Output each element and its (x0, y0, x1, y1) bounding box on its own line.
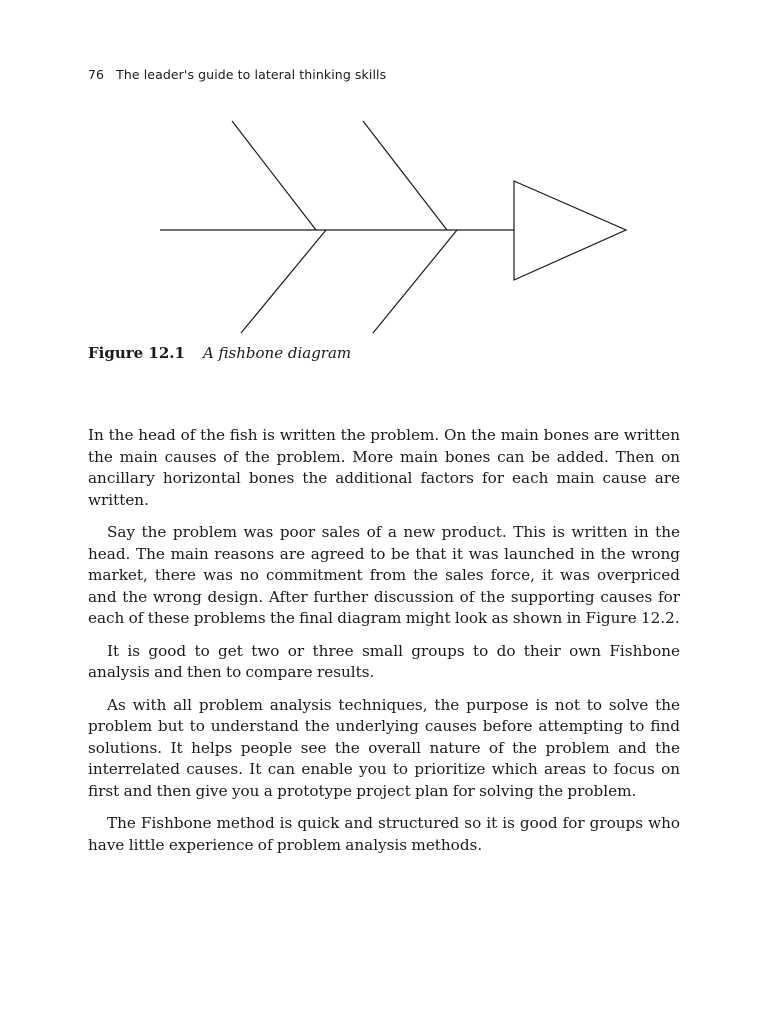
paragraph-5: The Fishbone method is quick and structured so it is good for groups who have little experience of problem analysis methods. (88, 814, 680, 854)
lower-bone-left (241, 230, 326, 333)
upper-bone-right (363, 121, 447, 230)
figure-label: Figure 12.1 (88, 344, 185, 362)
page-number: 76 (88, 67, 105, 82)
upper-bone-left (232, 121, 316, 230)
figure-title: A fishbone diagram (202, 344, 352, 362)
paragraph-4: As with all problem analysis techniques, the purpose is not to solve the problem but to understand the underlying causes before attempting to find solutions. It helps people see the overall nature of the problem and the interrelated causes. It can enable you to prioritize which areas to focus on first and then give you a prototype project plan for solving the problem. (88, 695, 680, 800)
paragraph-3: It is good to get two or three small groups to do their own Fishbone analysis and then to compare results. (88, 641, 680, 681)
paragraph-1: In the head of the fish is written the problem. On the main bones are written the main causes of the problem. More main bones can be added. Then on ancillary horizontal bones the additional factors for each main cause are written. (88, 426, 680, 509)
fish-head (514, 181, 626, 280)
fishbone-figure (0, 0, 768, 380)
lower-bone-right (373, 230, 457, 333)
paragraph-2: Say the problem was poor sales of a new product. This is written in the head. The main reasons are agreed to be that it was launched in the wrong market, there was no commitment from the sales force, it was overpriced and the wrong design. After further discussion of the supporting causes for each of these problems the final diagram might look as shown in Figure 12.2. (88, 523, 680, 627)
fishbone-diagram (0, 0, 768, 380)
running-title: The leader's guide to lateral thinking skills (116, 67, 387, 82)
figure-caption (88, 344, 351, 362)
body-text (88, 425, 680, 867)
